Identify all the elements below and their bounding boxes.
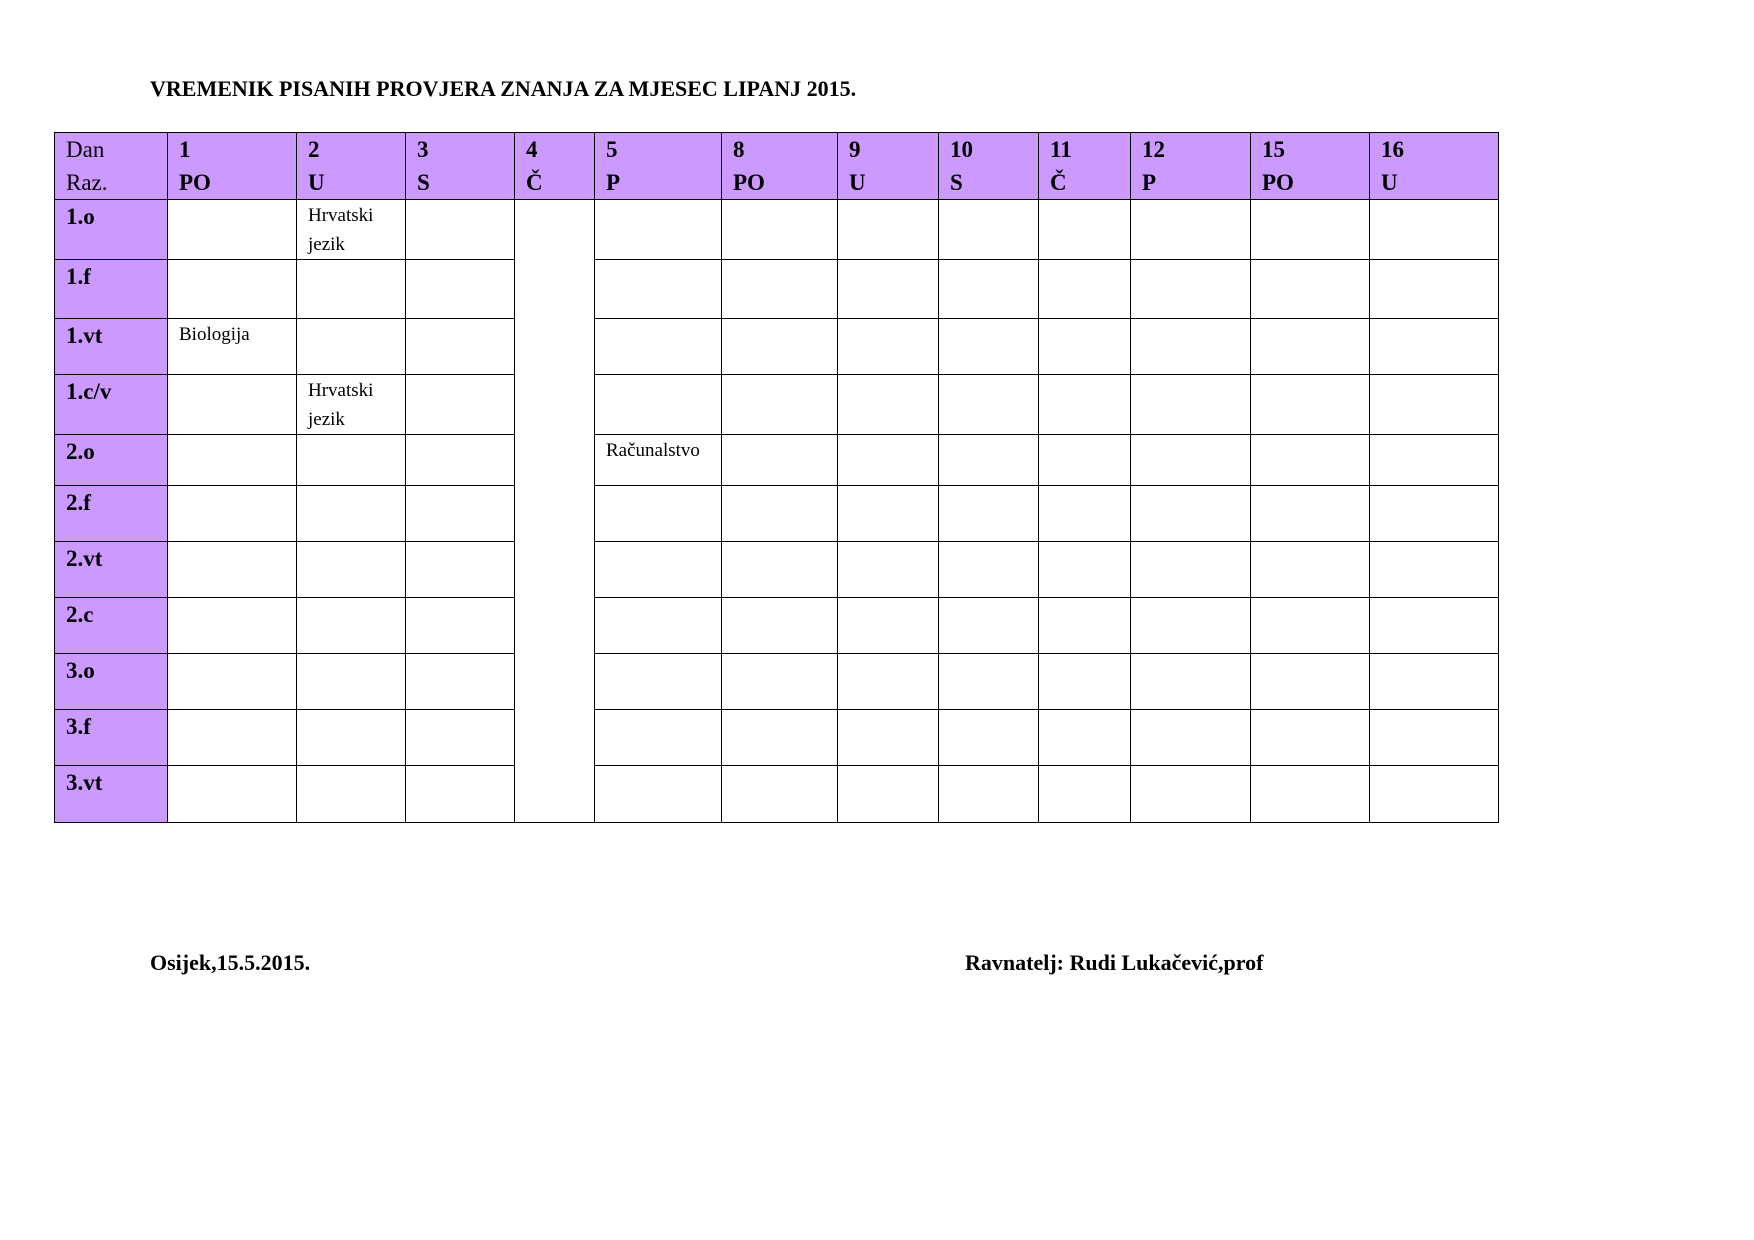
- schedule-cell: [1131, 319, 1251, 375]
- day-number: 15: [1262, 137, 1285, 162]
- table-row: [55, 542, 1499, 598]
- schedule-cell: Hrvatski jezik: [297, 200, 406, 260]
- schedule-cell: [1251, 710, 1370, 766]
- table-row: [55, 766, 1499, 823]
- schedule-cell: [1039, 260, 1131, 319]
- schedule-cell: [595, 598, 722, 654]
- table-row: [55, 375, 1499, 435]
- day-header: [722, 133, 838, 200]
- schedule-cell: [722, 486, 838, 542]
- schedule-cell: [838, 710, 939, 766]
- schedule-cell: [1131, 200, 1251, 260]
- day-number: 2: [308, 137, 320, 162]
- schedule-cell: [1251, 486, 1370, 542]
- weekday-abbrev: U: [849, 170, 866, 195]
- schedule-cell: [838, 766, 939, 823]
- weekday-abbrev: S: [417, 170, 430, 195]
- weekday-abbrev: PO: [179, 170, 211, 195]
- schedule-cell: [168, 766, 297, 823]
- schedule-cell: [722, 654, 838, 710]
- schedule-cell: [1370, 319, 1499, 375]
- schedule-cell: [838, 435, 939, 486]
- schedule-cell: [406, 654, 515, 710]
- weekday-abbrev: Č: [1050, 170, 1067, 195]
- day-number: 4: [526, 137, 538, 162]
- schedule-cell: [1370, 435, 1499, 486]
- day-header: [1370, 133, 1499, 200]
- schedule-cell: [939, 654, 1039, 710]
- day-number: 11: [1050, 137, 1072, 162]
- day-header: [939, 133, 1039, 200]
- schedule-body: [55, 200, 1499, 823]
- schedule-cell: [1370, 710, 1499, 766]
- document-title: VREMENIK PISANIH PROVJERA ZNANJA ZA MJESEC LIPANJ 2015.: [150, 76, 857, 101]
- schedule-cell: [595, 710, 722, 766]
- schedule-cell: [168, 598, 297, 654]
- class-label: 3.vt: [55, 766, 168, 823]
- class-label: 2.c: [55, 598, 168, 654]
- schedule-cell: [722, 710, 838, 766]
- class-label: 2.vt: [55, 542, 168, 598]
- schedule-cell: [1039, 435, 1131, 486]
- schedule-cell: [297, 766, 406, 823]
- schedule-cell: [297, 319, 406, 375]
- schedule-cell: [406, 435, 515, 486]
- schedule-cell: [595, 654, 722, 710]
- schedule-cell: [595, 200, 722, 260]
- schedule-cell: [838, 200, 939, 260]
- schedule-cell: [1131, 260, 1251, 319]
- schedule-cell: [838, 542, 939, 598]
- schedule-table: [54, 132, 1499, 823]
- day-header: [1251, 133, 1370, 200]
- weekday-abbrev: S: [950, 170, 963, 195]
- schedule-cell: [406, 375, 515, 435]
- schedule-cell: [1131, 486, 1251, 542]
- schedule-cell: [406, 598, 515, 654]
- day-header: [838, 133, 939, 200]
- schedule-cell: [838, 486, 939, 542]
- schedule-cell: [1251, 542, 1370, 598]
- schedule-cell: [1131, 598, 1251, 654]
- schedule-cell: [1039, 710, 1131, 766]
- schedule-cell: [939, 435, 1039, 486]
- schedule-cell: Biologija: [168, 319, 297, 375]
- table-row: [55, 486, 1499, 542]
- table-row: [55, 319, 1499, 375]
- schedule-cell: [1370, 654, 1499, 710]
- schedule-cell: [1131, 766, 1251, 823]
- schedule-cell: [297, 486, 406, 542]
- schedule-cell: [1370, 598, 1499, 654]
- weekday-abbrev: P: [1142, 170, 1157, 195]
- schedule-cell: [1370, 200, 1499, 260]
- day-number: 1: [179, 137, 191, 162]
- day-header: [168, 133, 297, 200]
- table-row: [55, 598, 1499, 654]
- schedule-cell: [838, 375, 939, 435]
- schedule-cell: [722, 375, 838, 435]
- schedule-cell: [168, 200, 297, 260]
- corner-class-label: Raz.: [66, 170, 108, 195]
- schedule-cell: [595, 486, 722, 542]
- schedule-cell: [168, 542, 297, 598]
- schedule-cell: [1131, 654, 1251, 710]
- schedule-cell: [722, 200, 838, 260]
- class-label: 3.o: [55, 654, 168, 710]
- schedule-cell: Hrvatski jezik: [297, 375, 406, 435]
- class-label: 1.f: [55, 260, 168, 319]
- schedule-cell: [838, 319, 939, 375]
- schedule-cell: [1251, 319, 1370, 375]
- corner-header: [55, 133, 168, 200]
- day-number: 16: [1381, 137, 1404, 162]
- schedule-cell: [168, 654, 297, 710]
- day-number: 10: [950, 137, 973, 162]
- schedule-cell: [1370, 542, 1499, 598]
- schedule-cell: [939, 319, 1039, 375]
- schedule-cell: [1131, 710, 1251, 766]
- schedule-cell: [939, 486, 1039, 542]
- weekday-abbrev: Č: [526, 170, 543, 195]
- class-label: 1.o: [55, 200, 168, 260]
- schedule-cell: [168, 435, 297, 486]
- weekday-abbrev: P: [606, 170, 621, 195]
- schedule-cell: [1131, 375, 1251, 435]
- schedule-cell: [1039, 542, 1131, 598]
- schedule-cell: [168, 710, 297, 766]
- schedule-cell: [1251, 260, 1370, 319]
- schedule-cell: [1251, 654, 1370, 710]
- schedule-cell: [838, 260, 939, 319]
- day-header: [515, 133, 595, 200]
- schedule-cell: [939, 598, 1039, 654]
- day-number: 9: [849, 137, 861, 162]
- schedule-cell: [1251, 200, 1370, 260]
- schedule-cell: [297, 260, 406, 319]
- table-row: [55, 260, 1499, 319]
- schedule-cell: [297, 598, 406, 654]
- principal-signature: Ravnatelj: Rudi Lukačević,prof: [965, 950, 1264, 975]
- schedule-cell: [406, 710, 515, 766]
- schedule-cell: [939, 542, 1039, 598]
- day-header: [406, 133, 515, 200]
- schedule-cell: [297, 542, 406, 598]
- schedule-cell: [168, 375, 297, 435]
- schedule-cell: [1039, 375, 1131, 435]
- weekday-abbrev: PO: [733, 170, 765, 195]
- schedule-cell: [1370, 260, 1499, 319]
- day-number: 8: [733, 137, 745, 162]
- table-row: [55, 710, 1499, 766]
- header-row: [55, 133, 1499, 200]
- day-header: [1039, 133, 1131, 200]
- table-row: [55, 200, 1499, 260]
- schedule-cell: [297, 710, 406, 766]
- schedule-cell: [406, 319, 515, 375]
- schedule-cell: [722, 435, 838, 486]
- schedule-cell: [1039, 654, 1131, 710]
- schedule-cell: [722, 598, 838, 654]
- schedule-cell: [722, 319, 838, 375]
- schedule-cell: [168, 260, 297, 319]
- schedule-cell: [297, 654, 406, 710]
- schedule-cell: [1039, 486, 1131, 542]
- schedule-cell: [1251, 598, 1370, 654]
- schedule-cell: [1251, 375, 1370, 435]
- day-number: 12: [1142, 137, 1165, 162]
- schedule-cell: [1251, 766, 1370, 823]
- table-row: [55, 654, 1499, 710]
- class-label: 2.o: [55, 435, 168, 486]
- schedule-cell: [1251, 435, 1370, 486]
- schedule-cell: [722, 542, 838, 598]
- schedule-cell: [595, 260, 722, 319]
- schedule-cell: [1370, 375, 1499, 435]
- day-header: [595, 133, 722, 200]
- schedule-cell: [838, 598, 939, 654]
- schedule-cell: [1131, 542, 1251, 598]
- schedule-cell: [595, 375, 722, 435]
- schedule-cell: [406, 260, 515, 319]
- schedule-cell: [168, 486, 297, 542]
- schedule-cell: [838, 654, 939, 710]
- schedule-cell: [595, 542, 722, 598]
- schedule-cell: [406, 766, 515, 823]
- class-label: 3.f: [55, 710, 168, 766]
- schedule-cell: [722, 766, 838, 823]
- place-date: Osijek,15.5.2015.: [150, 950, 311, 975]
- class-label: 1.vt: [55, 319, 168, 375]
- schedule-cell: [595, 766, 722, 823]
- schedule-cell: [406, 200, 515, 260]
- corner-day-label: Dan: [66, 137, 105, 162]
- class-label: 2.f: [55, 486, 168, 542]
- schedule-cell: [297, 435, 406, 486]
- schedule-cell: [1039, 598, 1131, 654]
- schedule-cell: [939, 260, 1039, 319]
- schedule-cell: [722, 260, 838, 319]
- schedule-cell: [939, 766, 1039, 823]
- schedule-cell: [939, 200, 1039, 260]
- schedule-cell: [1370, 486, 1499, 542]
- schedule-cell: [1131, 435, 1251, 486]
- schedule-cell: [595, 319, 722, 375]
- schedule-cell: [406, 486, 515, 542]
- table-row: [55, 435, 1499, 486]
- schedule-cell: Računalstvo: [595, 435, 722, 486]
- day-header: [1131, 133, 1251, 200]
- day-header: [297, 133, 406, 200]
- day-number: 5: [606, 137, 618, 162]
- class-label: 1.c/v: [55, 375, 168, 435]
- schedule-cell: [1370, 766, 1499, 823]
- schedule-cell: [1039, 319, 1131, 375]
- schedule-cell: [406, 542, 515, 598]
- merged-empty-column: [515, 200, 595, 823]
- weekday-abbrev: U: [308, 170, 325, 195]
- schedule-cell: [939, 710, 1039, 766]
- schedule-cell: [1039, 200, 1131, 260]
- day-number: 3: [417, 137, 429, 162]
- weekday-abbrev: PO: [1262, 170, 1294, 195]
- schedule-cell: [1039, 766, 1131, 823]
- schedule-cell: [939, 375, 1039, 435]
- weekday-abbrev: U: [1381, 170, 1398, 195]
